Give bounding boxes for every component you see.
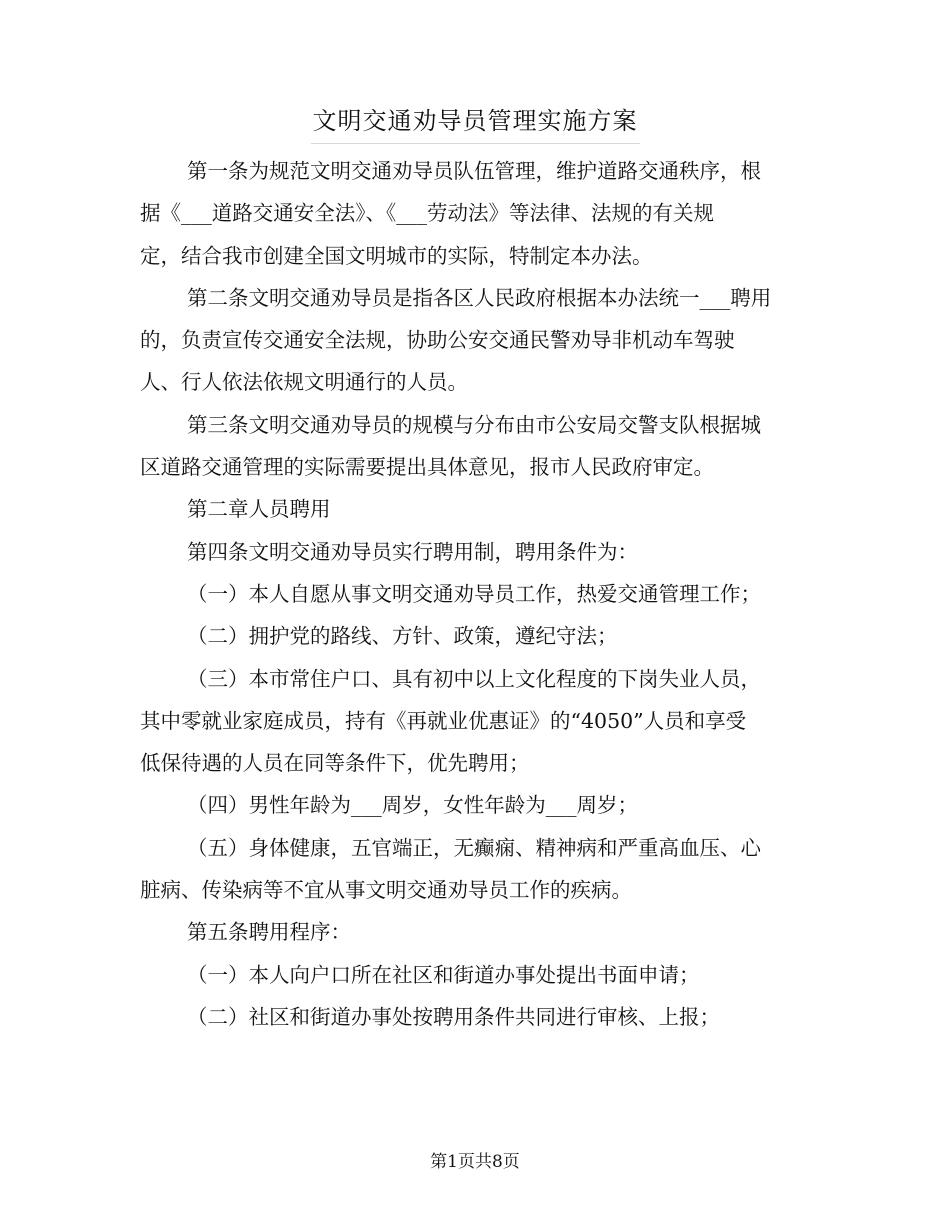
paragraph-line: （一）本人自愿从事文明交通劝导员工作，热爱交通管理工作；: [187, 581, 761, 606]
paragraph-line: （一）本人向户口所在社区和街道办事处提出书面申请；: [187, 962, 700, 987]
paragraph-line: 第二章人员聘用: [187, 497, 331, 522]
paragraph: [140, 658, 810, 785]
paragraph-line: （二）拥护党的路线、方针、政策，遵纪守法；: [187, 624, 618, 649]
paragraph: [140, 911, 810, 953]
paragraph-line: 第二条文明交通劝导员是指各区人民政府根据本办法统一___聘用: [187, 285, 772, 310]
paragraph-line: （二）社区和街道办事处按聘用条件共同进行审核、上报；: [187, 1004, 720, 1029]
paragraph: [140, 954, 810, 996]
page-footer: 第1页共8页: [430, 1152, 520, 1172]
paragraph-line: 脏病、传染病等不宜从事文明交通劝导员工作的疾病。: [140, 878, 632, 903]
paragraph-line: 的，负责宣传交通安全法规，协助公安交通民警劝导非机动车驾驶: [140, 328, 735, 353]
paragraph-line: 低保待遇的人员在同等条件下，优先聘用；: [140, 751, 530, 776]
paragraph-line: 第四条文明交通劝导员实行聘用制，聘用条件为：: [187, 539, 638, 564]
paragraph: [140, 784, 810, 826]
document-title: 文明交通劝导员管理实施方案: [311, 101, 640, 144]
paragraph-line: 据《___道路交通安全法》、《___劳动法》等法律、法规的有关规: [140, 201, 714, 226]
paragraph-line: 人、行人依法依规文明通行的人员。: [140, 370, 468, 395]
paragraph-line: 第五条聘用程序：: [187, 920, 351, 945]
paragraph-line: （三）本市常住户口、具有初中以上文化程度的下岗失业人员，: [187, 666, 761, 691]
paragraph-line: 第一条为规范文明交通劝导员队伍管理，维护道路交通秩序，根: [187, 159, 761, 183]
paragraph: [140, 150, 810, 277]
document-title-wrapper: [0, 101, 950, 144]
paragraph: [140, 996, 810, 1038]
paragraph-line: 定，结合我市创建全国文明城市的实际，特制定本办法。: [140, 243, 653, 268]
document-body: [140, 150, 810, 1038]
paragraph: [140, 404, 810, 489]
paragraph: [140, 573, 810, 615]
paragraph: [140, 827, 810, 912]
paragraph: [140, 277, 810, 404]
paragraph-line: （五）身体健康，五官端正，无癫痫、精神病和严重高血压、心: [187, 835, 761, 860]
paragraph-line: 区道路交通管理的实际需要提出具体意见，报市人民政府审定。: [140, 455, 714, 480]
paragraph-line: 第三条文明交通劝导员的规模与分布由市公安局交警支队根据城: [187, 412, 761, 437]
paragraph: [140, 615, 810, 657]
paragraph: [140, 488, 810, 530]
paragraph: [140, 531, 810, 573]
paragraph-line: （四）男性年龄为___周岁，女性年龄为___周岁；: [187, 793, 638, 818]
paragraph-line: 其中零就业家庭成员，持有《再就业优惠证》的“4050”人员和享受: [140, 708, 747, 733]
